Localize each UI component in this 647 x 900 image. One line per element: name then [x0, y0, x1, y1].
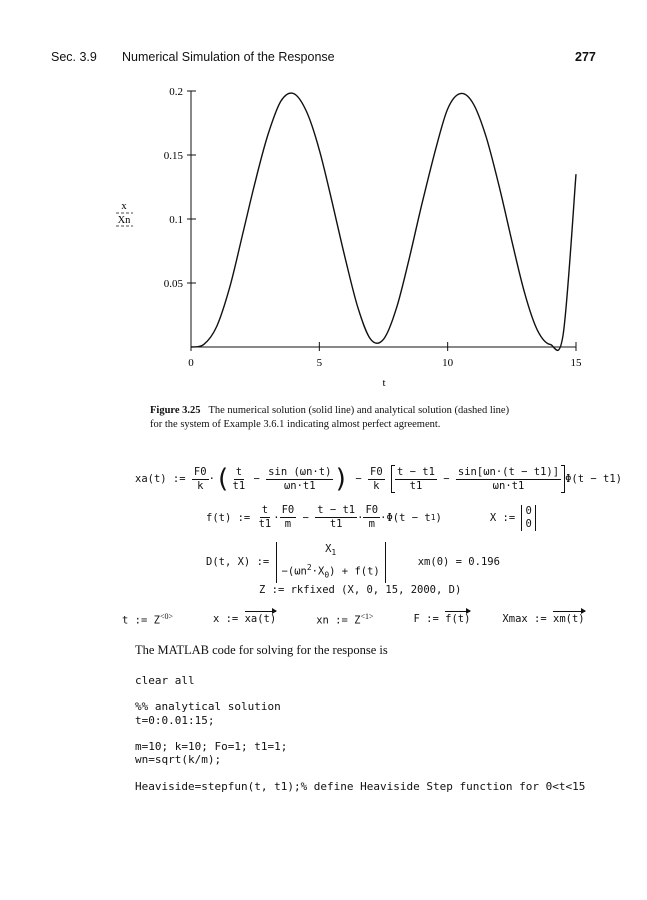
- code-line: Heaviside=stepfun(t, t1);% define Heaviside Step function for 0<t<15: [135, 779, 586, 793]
- series-solid-line: [191, 93, 576, 350]
- x-tick-label-2: 10: [442, 357, 454, 369]
- chart-axes: [191, 91, 576, 347]
- section-number: Sec. 3.9: [51, 50, 97, 64]
- matlab-code: [135, 674, 585, 793]
- chart-ticks: [164, 86, 582, 369]
- y-axis-label-numerator: x: [121, 201, 127, 212]
- y-tick-label-3: 0.2: [169, 86, 183, 98]
- caption-line-1: The numerical solution (solid line) and analytical solution (dashed line): [208, 405, 510, 416]
- assignment-row: [122, 612, 585, 627]
- y-tick-label-2: 0.15: [163, 150, 183, 162]
- X-lhs: X :=: [489, 511, 516, 524]
- t-def: t := $Z^{<0>}$: [122, 612, 173, 627]
- equation-xa: xa(t) := $\frac{F0}{k}$ · ( $\frac{t}{t1}$ − $\frac{\sin (\omega n\cdot t)}{\omega n\cdot t1}$ ) − $\frac{F0}{k}$ $\frac{t - t1}{t1}$ − $\frac{\sin[\omega n\cdot(t - t1)]}{\omega n\cdot t1}$ Φ(t − t1): [135, 464, 622, 494]
- x-tick-label-3: 15: [570, 357, 582, 369]
- xa-lhs: xa(t) :=: [135, 473, 186, 485]
- matlab-intro: The MATLAB code for solving for the response is: [135, 643, 388, 657]
- code-line: wn=sqrt(k/m);: [135, 753, 222, 767]
- code-line: t=0:0.01:15;: [135, 713, 215, 727]
- figure-caption: [150, 404, 570, 432]
- code-line: [135, 687, 585, 700]
- y-axis-label-denominator: Xn: [117, 215, 131, 226]
- code-line: %% analytical solution: [135, 700, 281, 714]
- equation-Z: Z := rkfixed (X, 0, 15, 2000, D): [259, 584, 462, 596]
- page-number: 277: [575, 50, 596, 64]
- caption-line-2: for the system of Example 3.6.1 indicating almost perfect agreement.: [150, 419, 441, 430]
- f-lhs: f(t) :=: [206, 511, 251, 524]
- y-tick-label-1: 0.1: [169, 214, 183, 226]
- code-line: [135, 766, 585, 779]
- x-tick-label-1: 5: [316, 357, 323, 369]
- x-axis-label: t: [382, 377, 386, 389]
- y-tick-label-0: 0.05: [163, 278, 183, 290]
- Xmax-def: Xmax := xm(t): [502, 613, 585, 626]
- F-def: F := f(t): [413, 613, 471, 626]
- figure-label: Figure 3.25: [150, 405, 201, 416]
- response-chart: [0, 0, 647, 400]
- D-lhs: D(t, X) :=: [206, 556, 270, 569]
- section-title: Numerical Simulation of the Response: [122, 50, 335, 64]
- code-line: m=10; k=10; Fo=1; t1=1;: [135, 740, 288, 754]
- code-line: [135, 727, 585, 740]
- xn-def: xn := $Z^{<1>}$: [316, 612, 374, 627]
- x-def: x := xa(t): [212, 613, 277, 626]
- code-line: clear all: [135, 674, 195, 687]
- equation-D: D(t, X) := $X_1$ $-(\omega n^2\cdot X_0) + f(t)$ xm(0) = 0.196: [206, 542, 500, 583]
- equation-f: f(t) := $\frac{t}{t1}$ · $\frac{F0}{m}$ − $\frac{t - t1}{t1}$ · $\frac{F0}{m}$ ·Φ(t − t 1 ) X := 0 0: [206, 504, 536, 531]
- x-tick-label-0: 0: [188, 357, 194, 369]
- xm0-value: xm(0) = 0.196: [417, 556, 500, 569]
